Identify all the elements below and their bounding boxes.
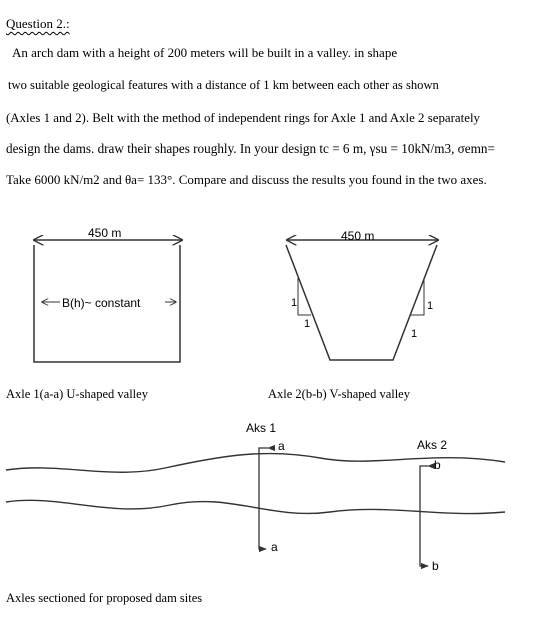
axes-caption: Axles sectioned for proposed dam sites: [6, 591, 203, 605]
u-width-label: 450 m: [88, 226, 122, 240]
aks1-a-bottom: a: [271, 540, 278, 554]
v-valley-figure: [286, 240, 438, 360]
axis-1-line: [259, 448, 268, 549]
question-line-2: two suitable geological features with a distance of 1 km between each other as shown: [8, 78, 439, 92]
axis-2-line: [420, 466, 428, 566]
aks2-b-bottom: b: [432, 559, 439, 573]
aks2-label: Aks 2: [417, 438, 448, 452]
u-b-label: B(h)~ constant: [62, 296, 141, 310]
question-line-4: design the dams. draw their shapes roughly. In your design tc = 6 m, γsu = 10kN/m3, σemn=: [6, 141, 495, 156]
question-line-1: An arch dam with a height of 200 meters will be built in a valley. in shape: [12, 45, 398, 60]
aks1-label: Aks 1: [246, 421, 277, 435]
v-width-label: 450 m: [341, 229, 375, 243]
v-slope-left-bottom: 1: [304, 318, 311, 330]
v-slope-right-top: 1: [427, 300, 434, 312]
question-line-3: (Axles 1 and 2). Belt with the method of independent rings for Axle 1 and Axle 2 separately: [6, 111, 480, 125]
river-bank-upper: [6, 453, 505, 472]
question-line-5: Take 6000 kN/m2 and θa= 133°. Compare and discuss the results you found in the two axes.: [6, 172, 487, 187]
river-bank-lower: [6, 500, 505, 513]
v-slope-right-bottom: 1: [411, 328, 418, 340]
question-title: Question 2.:: [6, 16, 70, 31]
v-valley-outline: [286, 245, 437, 360]
aks1-a-top: a: [278, 439, 285, 453]
aks2-b-top: b: [434, 458, 441, 472]
u-caption: Axle 1(a-a) U-shaped valley: [6, 387, 148, 401]
v-slope-left-top: 1: [291, 297, 298, 309]
v-caption: Axle 2(b-b) V-shaped valley: [268, 387, 410, 401]
river-axes-figure: [6, 448, 505, 566]
